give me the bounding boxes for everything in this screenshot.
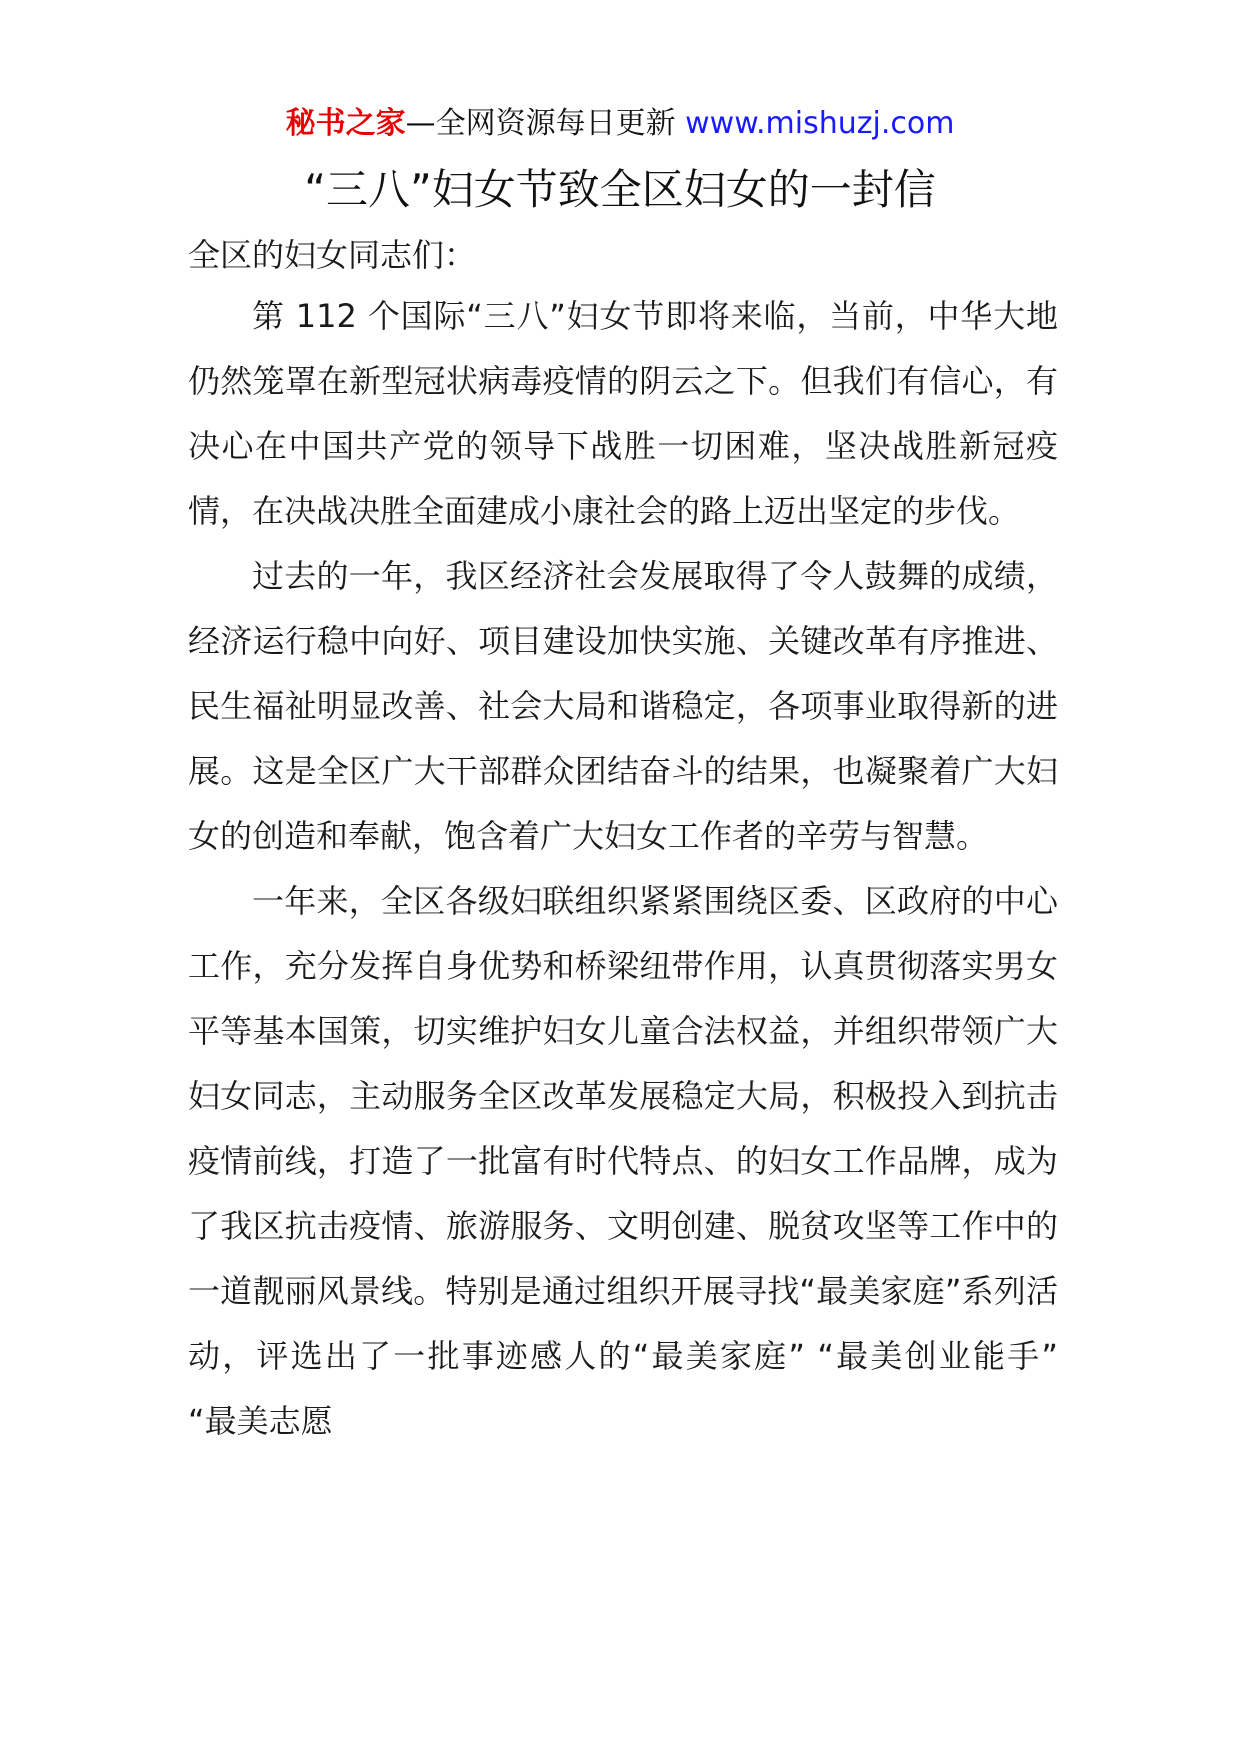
site-url-link[interactable]: www.mishuzj.com <box>685 106 955 141</box>
brand-name: 秘书之家 <box>285 106 406 141</box>
site-header <box>0 104 1240 144</box>
salutation: 全区的妇女同志们： <box>188 236 477 274</box>
document-body <box>188 226 1058 1454</box>
paragraph-1: 第 112 个国际“三八”妇女节即将来临，当前，中华大地仍然笼罩在新型冠状病毒疫情的阴云之下。但我们有信心，有决心在中国共产党的领导下战胜一切困难，坚决战胜新冠疫情，在决战决胜全面建成小康社会的路上迈出坚定的步伐。 <box>188 297 1058 530</box>
document-title: “三八”妇女节致全区妇女的一封信 <box>304 165 936 214</box>
paragraph-2: 过去的一年，我区经济社会发展取得了令人鼓舞的成绩，经济运行稳中向好、项目建设加快实施、关键改革有序推进、民生福祉明显改善、社会大局和谐稳定，各项事业取得新的进展。这是全区广大干部群众团结奋斗的结果，也凝聚着广大妇女的创造和奉献，饱含着广大妇女工作者的辛劳与智慧。 <box>188 557 1058 855</box>
paragraph-3: 一年来，全区各级妇联组织紧紧围绕区委、区政府的中心工作，充分发挥自身优势和桥梁纽带作用，认真贯彻落实男女平等基本国策，切实维护妇女儿童合法权益，并组织带领广大妇女同志，主动服务全区改革发展稳定大局，积极投入到抗击疫情前线，打造了一批富有时代特点、的妇女工作品牌，成为了我区抗击疫情、旅游服务、文明创建、脱贫攻坚等工作中的一道靓丽风景线。特别是通过组织开展寻找“最美家庭”系列活动，评选出了一批事迹感人的“最美家庭” “最美创业能手” “最美志愿 <box>188 882 1058 1440</box>
header-tagline: —全网资源每日更新 <box>405 106 676 141</box>
